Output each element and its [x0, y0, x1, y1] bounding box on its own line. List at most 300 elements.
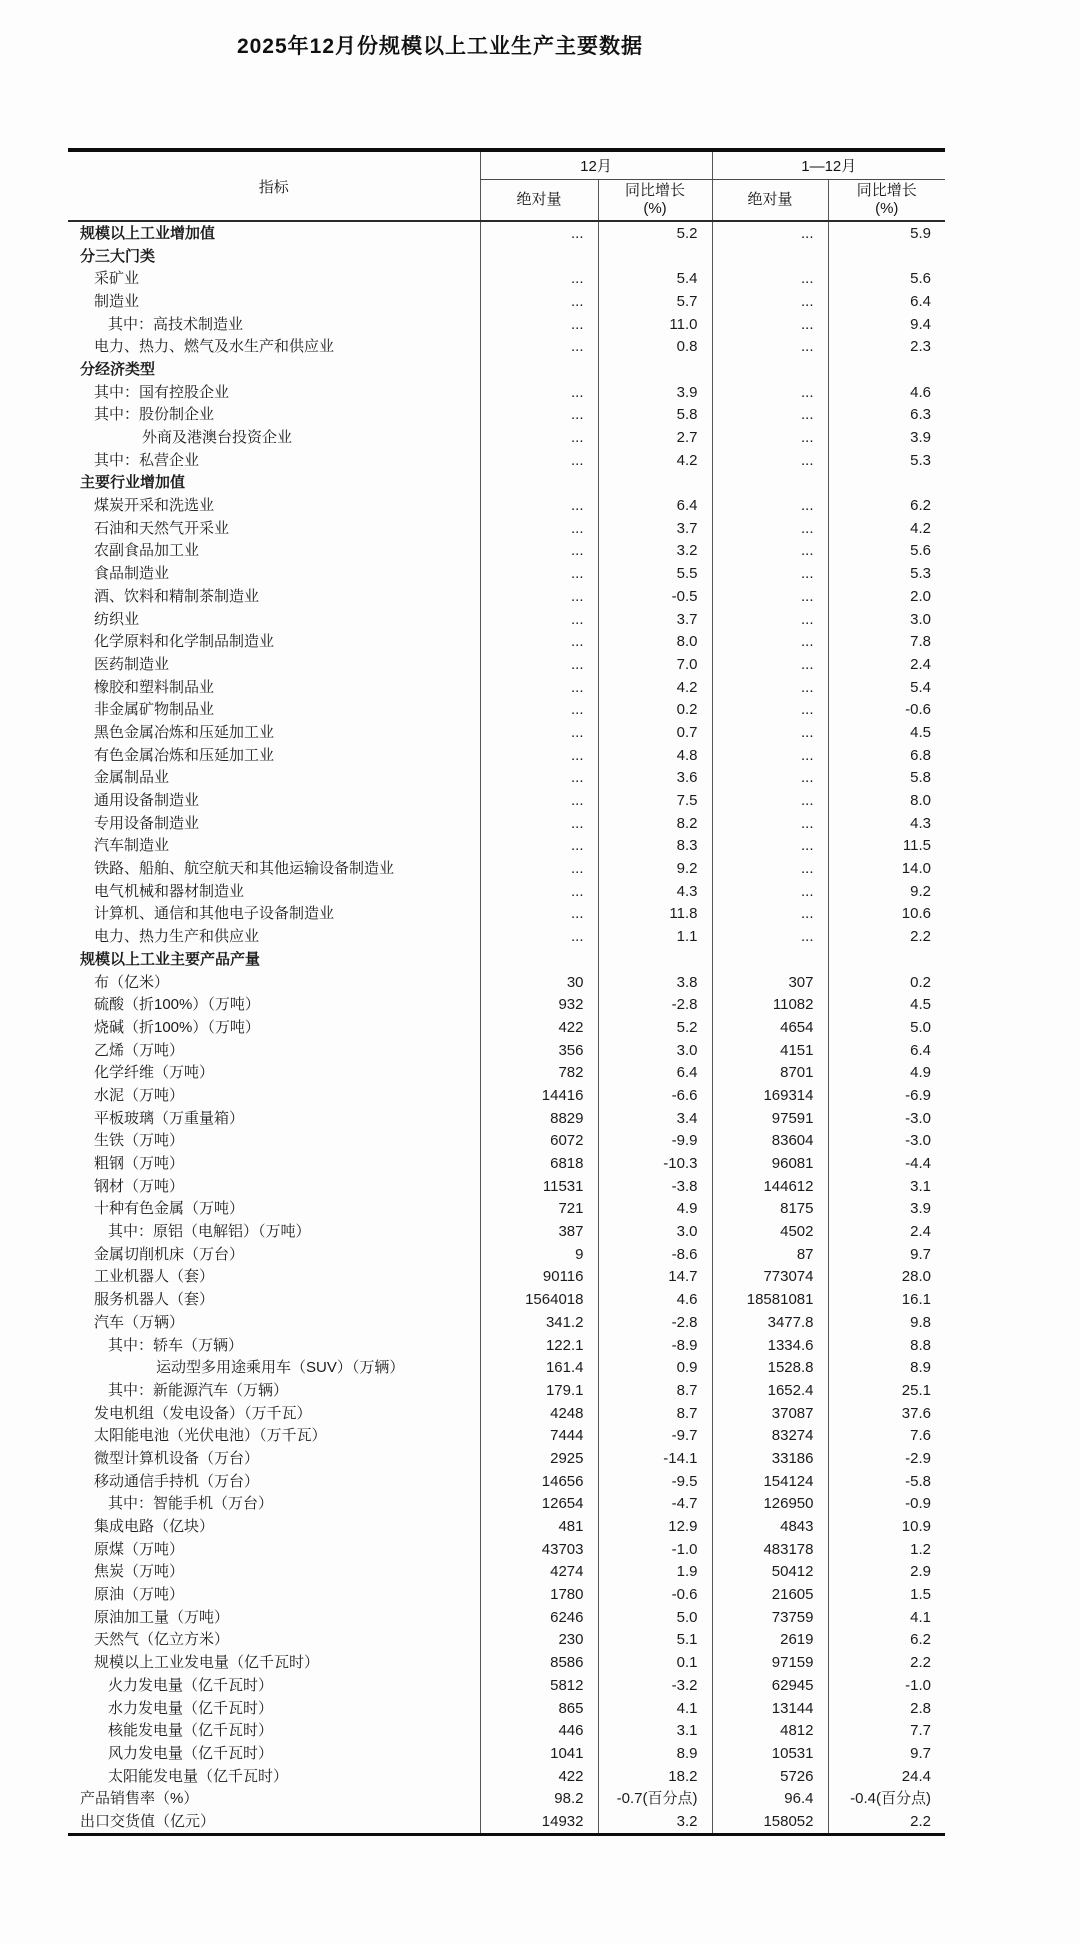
ytd-absolute-value: ... [712, 290, 828, 313]
dec-absolute-value: 11531 [480, 1175, 598, 1198]
ytd-yoy-value: 5.8 [828, 767, 945, 790]
ytd-absolute-value: ... [712, 653, 828, 676]
ytd-yoy-value: 2.3 [828, 335, 945, 358]
table-row [68, 313, 945, 336]
indicator-label: 乙烯（万吨） [94, 1041, 185, 1059]
dec-absolute-value: 932 [480, 993, 598, 1016]
dec-absolute-value: 387 [480, 1220, 598, 1243]
dec-absolute-value: ... [480, 744, 598, 767]
indicator-label: 工业机器人（套） [94, 1268, 215, 1286]
table-row [68, 472, 945, 495]
ytd-yoy-value: 6.8 [828, 744, 945, 767]
ytd-absolute-value: 3477.8 [712, 1311, 828, 1334]
dec-yoy-value: 5.4 [598, 267, 712, 290]
header-yoy-unit: (%) [643, 200, 667, 217]
table-row [68, 1606, 945, 1629]
table-row [68, 948, 945, 971]
dec-yoy-value: 18.2 [598, 1765, 712, 1788]
ytd-yoy-value: 4.5 [828, 993, 945, 1016]
ytd-absolute-value: ... [712, 925, 828, 948]
indicator-label: 化学原料和化学制品制造业 [94, 633, 275, 651]
table-row [68, 1674, 945, 1697]
dec-yoy-value: 4.3 [598, 880, 712, 903]
indicator-label: 其中：原铝（电解铝）（万吨） [108, 1223, 311, 1241]
ytd-yoy-value: 2.8 [828, 1697, 945, 1720]
dec-yoy-value: -0.6 [598, 1583, 712, 1606]
ytd-absolute-value: 5726 [712, 1765, 828, 1788]
indicator-label: 规模以上工业主要产品产量 [80, 950, 261, 968]
dec-absolute-value: 179.1 [480, 1379, 598, 1402]
ytd-absolute-value: ... [712, 449, 828, 472]
table-row [68, 335, 945, 358]
dec-absolute-value: ... [480, 721, 598, 744]
indicator-label: 通用设备制造业 [94, 792, 200, 810]
ytd-absolute-value: ... [712, 562, 828, 585]
dec-absolute-value: ... [480, 880, 598, 903]
dec-absolute-value: 14656 [480, 1470, 598, 1493]
page-title: 2025年12月份规模以上工业生产主要数据 [236, 35, 644, 58]
ytd-yoy-value: 0.2 [828, 971, 945, 994]
dec-absolute-value: 1041 [480, 1742, 598, 1765]
dec-absolute-value: 90116 [480, 1266, 598, 1289]
table-row [68, 835, 945, 858]
ytd-yoy-value: 9.4 [828, 313, 945, 336]
ytd-yoy-value: 8.9 [828, 1356, 945, 1379]
dec-absolute-value: 2925 [480, 1447, 598, 1470]
ytd-absolute-value: ... [712, 698, 828, 721]
table-row [68, 1084, 945, 1107]
table-row [68, 812, 945, 835]
ytd-absolute-value: ... [712, 517, 828, 540]
dec-absolute-value: 8586 [480, 1651, 598, 1674]
dec-yoy-value: 3.0 [598, 1039, 712, 1062]
dec-absolute-value [480, 358, 598, 381]
ytd-yoy-value: -0.6 [828, 698, 945, 721]
indicator-label: 十种有色金属（万吨） [94, 1200, 245, 1218]
header-yoy-label: 同比增长 [624, 182, 685, 199]
dec-absolute-value: ... [480, 449, 598, 472]
dec-absolute-value: 6818 [480, 1152, 598, 1175]
indicator-label: 服务机器人（套） [94, 1291, 215, 1309]
table-row [68, 608, 945, 631]
ytd-yoy-value: 28.0 [828, 1266, 945, 1289]
dec-yoy-value: 3.0 [598, 1220, 712, 1243]
ytd-yoy-value: 2.2 [828, 1651, 945, 1674]
industrial-data-table [68, 148, 945, 1836]
dec-absolute-value: ... [480, 630, 598, 653]
dec-yoy-value [598, 472, 712, 495]
dec-absolute-value [480, 472, 598, 495]
ytd-absolute-value: 1652.4 [712, 1379, 828, 1402]
table-row [68, 993, 945, 1016]
dec-yoy-value: -10.3 [598, 1152, 712, 1175]
dec-absolute-value: 422 [480, 1765, 598, 1788]
table-row [68, 1107, 945, 1130]
ytd-absolute-value: 1528.8 [712, 1356, 828, 1379]
dec-yoy-value: -3.8 [598, 1175, 712, 1198]
indicator-label: 硫酸（折100%）（万吨） [94, 996, 260, 1014]
ytd-absolute-value [712, 245, 828, 268]
ytd-yoy-value: -0.9 [828, 1493, 945, 1516]
dec-yoy-value: 11.0 [598, 313, 712, 336]
dec-yoy-value: 5.2 [598, 1016, 712, 1039]
ytd-absolute-value: 773074 [712, 1266, 828, 1289]
ytd-yoy-value: 6.3 [828, 404, 945, 427]
ytd-yoy-value: -1.0 [828, 1674, 945, 1697]
dec-yoy-value: 4.2 [598, 449, 712, 472]
ytd-yoy-value: 7.6 [828, 1424, 945, 1447]
ytd-yoy-value: 3.0 [828, 608, 945, 631]
table-row [68, 245, 945, 268]
dec-yoy-value: 5.0 [598, 1606, 712, 1629]
ytd-absolute-value: ... [712, 630, 828, 653]
ytd-absolute-value: 2619 [712, 1629, 828, 1652]
dec-absolute-value: ... [480, 925, 598, 948]
dec-absolute-value: 7444 [480, 1424, 598, 1447]
dec-absolute-value: 341.2 [480, 1311, 598, 1334]
table-row [68, 1198, 945, 1221]
indicator-label: 纺织业 [94, 610, 140, 628]
ytd-yoy-value: 4.5 [828, 721, 945, 744]
dec-yoy-value: 5.7 [598, 290, 712, 313]
ytd-absolute-value: ... [712, 721, 828, 744]
table-row [68, 857, 945, 880]
dec-yoy-value: 3.6 [598, 767, 712, 790]
header-group-jan-dec: 1—12月 [712, 150, 945, 180]
header-dec-absolute [480, 180, 598, 222]
ytd-absolute-value: 4502 [712, 1220, 828, 1243]
ytd-yoy-value: 3.9 [828, 1198, 945, 1221]
dec-absolute-value: 14932 [480, 1810, 598, 1834]
ytd-absolute-value: ... [712, 585, 828, 608]
dec-yoy-value: -6.6 [598, 1084, 712, 1107]
dec-yoy-value: 7.0 [598, 653, 712, 676]
indicator-label: 钢材（万吨） [94, 1177, 185, 1195]
table-row [68, 1175, 945, 1198]
indicator-label: 出口交货值（亿元） [80, 1812, 216, 1830]
table-row [68, 744, 945, 767]
dec-yoy-value: -9.9 [598, 1130, 712, 1153]
dec-yoy-value [598, 358, 712, 381]
dec-yoy-value: 0.8 [598, 335, 712, 358]
indicator-label: 农副食品加工业 [94, 542, 200, 560]
ytd-yoy-value: 8.0 [828, 789, 945, 812]
indicator-label: 规模以上工业发电量（亿千瓦时） [94, 1654, 320, 1672]
indicator-label: 微型计算机设备（万台） [94, 1449, 260, 1467]
indicator-label: 水力发电量（亿千瓦时） [108, 1699, 274, 1717]
indicator-label: 专用设备制造业 [94, 814, 200, 832]
ytd-yoy-value: 16.1 [828, 1288, 945, 1311]
ytd-yoy-value: 5.3 [828, 562, 945, 585]
ytd-yoy-value: 5.6 [828, 267, 945, 290]
table-row [68, 1719, 945, 1742]
ytd-absolute-value: ... [712, 404, 828, 427]
ytd-absolute-value: ... [712, 789, 828, 812]
ytd-absolute-value: 4151 [712, 1039, 828, 1062]
table-row [68, 880, 945, 903]
table-row [68, 1810, 945, 1834]
ytd-absolute-value: 8175 [712, 1198, 828, 1221]
dec-yoy-value: 7.5 [598, 789, 712, 812]
indicator-label: 化学纤维（万吨） [94, 1064, 215, 1082]
dec-absolute-value: 4248 [480, 1402, 598, 1425]
ytd-absolute-value: 144612 [712, 1175, 828, 1198]
table-row [68, 653, 945, 676]
ytd-yoy-value: 37.6 [828, 1402, 945, 1425]
ytd-absolute-value: ... [712, 335, 828, 358]
ytd-yoy-value: 7.8 [828, 630, 945, 653]
indicator-label: 其中：私营企业 [94, 451, 200, 469]
ytd-yoy-value: 9.2 [828, 880, 945, 903]
dec-yoy-value: -9.7 [598, 1424, 712, 1447]
dec-yoy-value: 4.8 [598, 744, 712, 767]
table-row [68, 1470, 945, 1493]
dec-yoy-value [598, 948, 712, 971]
ytd-absolute-value: 37087 [712, 1402, 828, 1425]
table-row [68, 925, 945, 948]
dec-absolute-value: 446 [480, 1719, 598, 1742]
indicator-label: 制造业 [94, 292, 140, 310]
dec-absolute-value: 8829 [480, 1107, 598, 1130]
ytd-absolute-value: ... [712, 880, 828, 903]
dec-absolute-value: 4274 [480, 1561, 598, 1584]
ytd-absolute-value: 4654 [712, 1016, 828, 1039]
table-row [68, 267, 945, 290]
ytd-absolute-value: 11082 [712, 993, 828, 1016]
table-row [68, 1016, 945, 1039]
indicator-label: 外商及港澳台投资企业 [142, 429, 293, 447]
ytd-yoy-value: -0.4(百分点) [828, 1787, 945, 1810]
table-row [68, 1311, 945, 1334]
ytd-yoy-value: 5.3 [828, 449, 945, 472]
dec-yoy-value: 0.1 [598, 1651, 712, 1674]
header-dec-yoy [598, 180, 712, 222]
ytd-yoy-value: 1.5 [828, 1583, 945, 1606]
dec-yoy-value: -8.9 [598, 1334, 712, 1357]
ytd-absolute-value [712, 472, 828, 495]
dec-yoy-value: 4.1 [598, 1697, 712, 1720]
indicator-label: 核能发电量（亿千瓦时） [108, 1722, 274, 1740]
ytd-absolute-value: ... [712, 903, 828, 926]
ytd-absolute-value: 4843 [712, 1515, 828, 1538]
ytd-yoy-value: 1.2 [828, 1538, 945, 1561]
indicator-label: 原油加工量（万吨） [94, 1608, 230, 1626]
indicator-label: 其中：智能手机（万台） [108, 1495, 274, 1513]
ytd-yoy-value [828, 472, 945, 495]
ytd-yoy-value [828, 358, 945, 381]
table-row [68, 404, 945, 427]
ytd-yoy-value: 14.0 [828, 857, 945, 880]
table-row [68, 494, 945, 517]
ytd-absolute-value [712, 948, 828, 971]
ytd-absolute-value: 21605 [712, 1583, 828, 1606]
dec-yoy-value: 8.3 [598, 835, 712, 858]
indicator-label: 太阳能电池（光伏电池）（万千瓦） [94, 1427, 327, 1445]
table-row [68, 1765, 945, 1788]
dec-absolute-value: ... [480, 517, 598, 540]
ytd-yoy-value: 8.8 [828, 1334, 945, 1357]
table-row [68, 1334, 945, 1357]
table-row [68, 381, 945, 404]
indicator-label: 规模以上工业增加值 [80, 224, 216, 242]
dec-yoy-value: 8.9 [598, 1742, 712, 1765]
indicator-label: 电力、热力生产和供应业 [94, 928, 260, 946]
dec-yoy-value: 0.2 [598, 698, 712, 721]
table-row [68, 721, 945, 744]
ytd-absolute-value: ... [712, 744, 828, 767]
dec-yoy-value: 5.5 [598, 562, 712, 585]
dec-absolute-value: 161.4 [480, 1356, 598, 1379]
indicator-label: 其中：国有控股企业 [94, 383, 230, 401]
dec-yoy-value: 3.4 [598, 1107, 712, 1130]
ytd-absolute-value: 96.4 [712, 1787, 828, 1810]
dec-yoy-value: 6.4 [598, 1061, 712, 1084]
ytd-yoy-value: 6.2 [828, 1629, 945, 1652]
ytd-absolute-value: 33186 [712, 1447, 828, 1470]
dec-yoy-value: -3.2 [598, 1674, 712, 1697]
ytd-absolute-value: ... [712, 381, 828, 404]
ytd-absolute-value: 154124 [712, 1470, 828, 1493]
dec-yoy-value: 12.9 [598, 1515, 712, 1538]
ytd-yoy-value: 4.3 [828, 812, 945, 835]
dec-yoy-value: 0.7 [598, 721, 712, 744]
dec-absolute-value: 9 [480, 1243, 598, 1266]
ytd-absolute-value: ... [712, 494, 828, 517]
dec-yoy-value: 2.7 [598, 426, 712, 449]
ytd-absolute-value: 97159 [712, 1651, 828, 1674]
dec-absolute-value: 422 [480, 1016, 598, 1039]
table-row [68, 1538, 945, 1561]
ytd-absolute-value: ... [712, 426, 828, 449]
ytd-yoy-value: -5.8 [828, 1470, 945, 1493]
dec-yoy-value: 8.0 [598, 630, 712, 653]
header-absolute-label: 绝对量 [747, 191, 793, 208]
ytd-absolute-value: ... [712, 540, 828, 563]
table-row [68, 1356, 945, 1379]
indicator-label: 金属切削机床（万台） [94, 1245, 245, 1263]
dec-yoy-value: -2.8 [598, 993, 712, 1016]
table-row [68, 221, 945, 245]
indicator-label: 集成电路（亿块） [94, 1518, 215, 1536]
dec-absolute-value: 721 [480, 1198, 598, 1221]
ytd-yoy-value: 2.4 [828, 653, 945, 676]
ytd-yoy-value: -6.9 [828, 1084, 945, 1107]
indicator-label: 平板玻璃（万重量箱） [94, 1109, 245, 1127]
indicator-label: 汽车（万辆） [94, 1313, 185, 1331]
ytd-yoy-value: 11.5 [828, 835, 945, 858]
table-row [68, 971, 945, 994]
table-row [68, 903, 945, 926]
dec-yoy-value: 0.9 [598, 1356, 712, 1379]
table-row [68, 1583, 945, 1606]
table-row [68, 1152, 945, 1175]
header-ytd-absolute [712, 180, 828, 222]
dec-absolute-value: ... [480, 835, 598, 858]
dec-yoy-value: -0.7(百分点) [598, 1787, 712, 1810]
ytd-yoy-value: 5.9 [828, 221, 945, 245]
dec-yoy-value: 8.7 [598, 1379, 712, 1402]
ytd-yoy-value: 4.9 [828, 1061, 945, 1084]
dec-yoy-value: 6.4 [598, 494, 712, 517]
table-row [68, 449, 945, 472]
header-group-december: 12月 [480, 150, 712, 180]
ytd-yoy-value: 2.0 [828, 585, 945, 608]
table-row [68, 1220, 945, 1243]
ytd-yoy-value: 9.7 [828, 1742, 945, 1765]
table-row [68, 1697, 945, 1720]
ytd-yoy-value: -2.9 [828, 1447, 945, 1470]
dec-absolute-value: ... [480, 426, 598, 449]
dec-yoy-value: -0.5 [598, 585, 712, 608]
ytd-absolute-value: ... [712, 313, 828, 336]
indicator-label: 原油（万吨） [94, 1586, 185, 1604]
dec-absolute-value [480, 245, 598, 268]
dec-yoy-value: 11.8 [598, 903, 712, 926]
dec-yoy-value: 3.2 [598, 540, 712, 563]
indicator-label: 发电机组（发电设备）（万千瓦） [94, 1404, 312, 1422]
ytd-absolute-value: 96081 [712, 1152, 828, 1175]
dec-yoy-value: -1.0 [598, 1538, 712, 1561]
ytd-absolute-value: 50412 [712, 1561, 828, 1584]
header-yoy-label: 同比增长 [856, 182, 917, 199]
dec-absolute-value: 6246 [480, 1606, 598, 1629]
dec-absolute-value: 782 [480, 1061, 598, 1084]
dec-absolute-value: ... [480, 381, 598, 404]
indicator-label: 太阳能发电量（亿千瓦时） [108, 1767, 289, 1785]
dec-absolute-value: ... [480, 857, 598, 880]
indicator-label: 电力、热力、燃气及水生产和供应业 [94, 338, 335, 356]
indicator-label: 橡胶和塑料制品业 [94, 678, 215, 696]
dec-absolute-value: 6072 [480, 1130, 598, 1153]
dec-absolute-value: ... [480, 562, 598, 585]
dec-yoy-value: -8.6 [598, 1243, 712, 1266]
ytd-yoy-value: 3.9 [828, 426, 945, 449]
ytd-yoy-value: 5.0 [828, 1016, 945, 1039]
ytd-absolute-value: 62945 [712, 1674, 828, 1697]
ytd-yoy-value: 6.4 [828, 290, 945, 313]
header-yoy-unit: (%) [875, 200, 899, 217]
ytd-absolute-value [712, 358, 828, 381]
indicator-label: 其中：高技术制造业 [108, 315, 244, 333]
ytd-yoy-value: 25.1 [828, 1379, 945, 1402]
dec-absolute-value: ... [480, 698, 598, 721]
dec-absolute-value: ... [480, 903, 598, 926]
ytd-absolute-value: ... [712, 812, 828, 835]
ytd-yoy-value: 3.1 [828, 1175, 945, 1198]
ytd-yoy-value: 6.4 [828, 1039, 945, 1062]
dec-absolute-value: 481 [480, 1515, 598, 1538]
indicator-label: 布（亿米） [94, 973, 170, 991]
ytd-absolute-value: 158052 [712, 1810, 828, 1834]
ytd-yoy-value: 2.2 [828, 925, 945, 948]
indicator-label: 移动通信手持机（万台） [94, 1472, 260, 1490]
indicator-label: 其中：轿车（万辆） [108, 1336, 244, 1354]
ytd-yoy-value: -3.0 [828, 1130, 945, 1153]
dec-absolute-value: 12654 [480, 1493, 598, 1516]
table-body [68, 221, 945, 1834]
ytd-absolute-value: 83274 [712, 1424, 828, 1447]
ytd-yoy-value: 4.6 [828, 381, 945, 404]
dec-absolute-value: ... [480, 313, 598, 336]
ytd-absolute-value: ... [712, 857, 828, 880]
table-row [68, 562, 945, 585]
table-row [68, 1130, 945, 1153]
table-row [68, 1061, 945, 1084]
dec-absolute-value: 1780 [480, 1583, 598, 1606]
dec-yoy-value: 5.8 [598, 404, 712, 427]
table-row [68, 1742, 945, 1765]
table-row [68, 1561, 945, 1584]
